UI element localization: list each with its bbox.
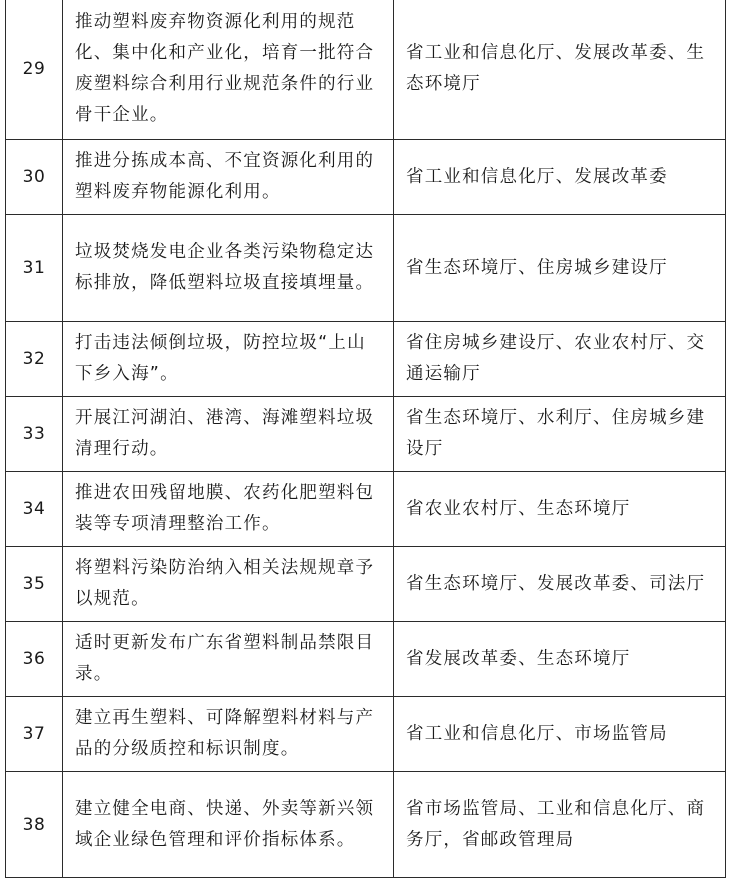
table-row bbox=[6, 322, 726, 397]
row-number: 32 bbox=[6, 322, 63, 397]
department-text: 省工业和信息化厅、市场监管局 bbox=[406, 723, 668, 744]
table-row bbox=[6, 697, 726, 772]
department-cell bbox=[394, 547, 726, 622]
row-number: 34 bbox=[6, 472, 63, 547]
task-cell bbox=[63, 622, 394, 697]
department-cell bbox=[394, 622, 726, 697]
department-cell bbox=[394, 0, 726, 140]
row-number: 36 bbox=[6, 622, 63, 697]
department-text: 省生态环境厅、水利厅、住房城乡建设厅 bbox=[406, 408, 706, 459]
table-row bbox=[6, 215, 726, 322]
table-row bbox=[6, 0, 726, 140]
task-text: 建立再生塑料、可降解塑料材料与产品的分级质控和标识制度。 bbox=[75, 708, 375, 759]
task-text: 推进农田残留地膜、农药化肥塑料包装等专项清理整治工作。 bbox=[75, 483, 375, 534]
task-cell bbox=[63, 547, 394, 622]
row-number: 33 bbox=[6, 397, 63, 472]
table-row bbox=[6, 397, 726, 472]
table-row bbox=[6, 140, 726, 215]
table-row bbox=[6, 772, 726, 878]
row-number: 29 bbox=[6, 0, 63, 140]
department-text: 省工业和信息化厅、发展改革委 bbox=[406, 166, 668, 187]
table-row bbox=[6, 622, 726, 697]
row-number: 31 bbox=[6, 215, 63, 322]
row-number: 30 bbox=[6, 140, 63, 215]
task-cell bbox=[63, 472, 394, 547]
task-text: 开展江河湖泊、港湾、海滩塑料垃圾清理行动。 bbox=[75, 408, 375, 459]
department-cell bbox=[394, 397, 726, 472]
department-cell bbox=[394, 697, 726, 772]
table-row bbox=[6, 472, 726, 547]
department-text: 省生态环境厅、发展改革委、司法厅 bbox=[406, 573, 706, 594]
department-cell bbox=[394, 772, 726, 878]
task-cell bbox=[63, 772, 394, 878]
task-text: 垃圾焚烧发电企业各类污染物稳定达标排放，降低塑料垃圾直接填埋量。 bbox=[75, 242, 375, 293]
task-table bbox=[5, 0, 726, 878]
department-cell bbox=[394, 215, 726, 322]
department-cell bbox=[394, 322, 726, 397]
row-number: 37 bbox=[6, 697, 63, 772]
department-text: 省农业农村厅、生态环境厅 bbox=[406, 498, 631, 519]
department-text: 省工业和信息化厅、发展改革委、生态环境厅 bbox=[406, 43, 706, 94]
task-cell bbox=[63, 0, 394, 140]
task-text: 将塑料污染防治纳入相关法规规章予以规范。 bbox=[75, 558, 375, 609]
task-cell bbox=[63, 322, 394, 397]
task-text: 推动塑料废弃物资源化利用的规范化、集中化和产业化，培育一批符合废塑料综合利用行业规范条件的行业骨干企业。 bbox=[75, 12, 375, 125]
department-text: 省发展改革委、生态环境厅 bbox=[406, 648, 631, 669]
task-cell bbox=[63, 397, 394, 472]
department-text: 省生态环境厅、住房城乡建设厅 bbox=[406, 257, 668, 278]
row-number: 35 bbox=[6, 547, 63, 622]
task-text: 适时更新发布广东省塑料制品禁限目录。 bbox=[75, 633, 375, 684]
task-cell bbox=[63, 697, 394, 772]
table-row bbox=[6, 547, 726, 622]
department-cell bbox=[394, 140, 726, 215]
task-cell bbox=[63, 215, 394, 322]
task-text: 建立健全电商、快递、外卖等新兴领域企业绿色管理和评价指标体系。 bbox=[75, 798, 375, 850]
task-text: 打击违法倾倒垃圾，防控垃圾“上山下乡入海”。 bbox=[75, 333, 366, 384]
department-text: 省市场监管局、工业和信息化厅、商务厅，省邮政管理局 bbox=[406, 798, 706, 850]
row-number: 38 bbox=[6, 772, 63, 878]
department-text: 省住房城乡建设厅、农业农村厅、交通运输厅 bbox=[406, 333, 706, 384]
task-text: 推进分拣成本高、不宜资源化利用的塑料废弃物能源化利用。 bbox=[75, 151, 375, 202]
department-cell bbox=[394, 472, 726, 547]
task-cell bbox=[63, 140, 394, 215]
